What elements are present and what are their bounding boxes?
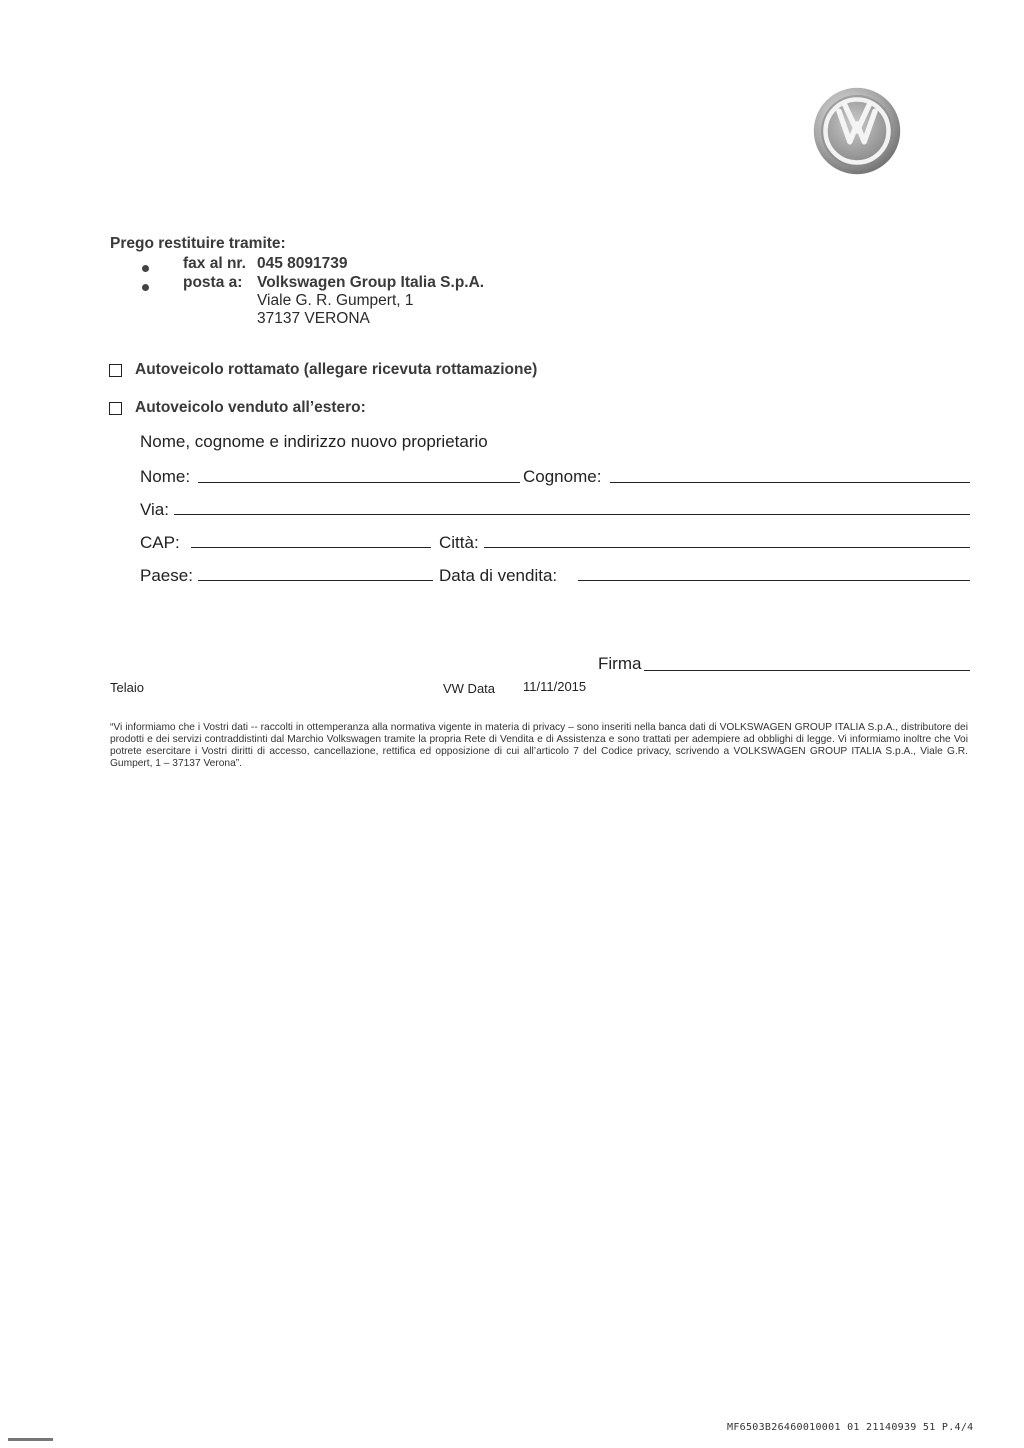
scan-edge-mark (8, 1438, 53, 1441)
firma-field[interactable] (644, 670, 970, 671)
sold-abroad-checkbox[interactable] (109, 402, 122, 415)
fax-number: 045 8091739 (257, 255, 348, 272)
paese-label: Paese: (140, 566, 193, 585)
firma-label: Firma (598, 654, 642, 673)
cap-field[interactable] (191, 547, 431, 548)
cap-label: CAP: (140, 533, 180, 552)
vw-date-value: 11/11/2015 (523, 679, 587, 694)
via-label: Via: (140, 500, 169, 519)
data-vendita-label: Data di vendita: (439, 566, 558, 585)
new-owner-heading: Nome, cognome e indirizzo nuovo proprietario (140, 432, 488, 451)
vw-data-label: VW Data (443, 681, 496, 696)
bullet-icon (142, 265, 149, 272)
cognome-field[interactable] (610, 482, 970, 483)
bullet-icon (142, 284, 149, 291)
return-instructions-title: Prego restituire tramite: (110, 235, 286, 252)
fax-transmission-header: MF6503B26460010001 01 21140939 51 P.4/4 (727, 1422, 974, 1433)
paese-field[interactable] (198, 580, 433, 581)
mail-address-line: Viale G. R. Gumpert, 1 (257, 292, 414, 309)
scrapped-option-label: Autoveicolo rottamato (allegare ricevuta rottamazione) (135, 361, 538, 378)
citta-label: Città: (439, 533, 479, 552)
fax-label: fax al nr. (183, 255, 246, 272)
citta-field[interactable] (484, 547, 970, 548)
mail-label: posta a: (183, 274, 243, 291)
cognome-label: Cognome: (523, 467, 602, 486)
nome-label: Nome: (140, 467, 191, 486)
via-field[interactable] (174, 514, 970, 515)
sold-abroad-option-label: Autoveicolo venduto all’estero: (135, 399, 366, 416)
nome-field[interactable] (198, 482, 520, 483)
mail-address-line: Volkswagen Group Italia S.p.A. (257, 274, 485, 291)
privacy-notice: “Vi informiamo che i Vostri dati -- raccolti in ottemperanza alla normativa vigente in materia di privacy – sono inseriti nella banca dati di VOLKSWAGEN GROUP ITALIA S.p.A., distributore dei prodotti e dei servizi contraddistinti dal Marchio Volkswagen tramite la propria Rete di Vendita e di Assistenza e sono trattati per adempiere ad obblighi di legge. Vi informiamo inoltre che Voi potrete esercitare i Vostri diritti di accesso, cancellazione, rettifica ed opposizione di cui all’articolo 7 del Codice privacy, scrivendo a VOLKSWAGEN GROUP ITALIA S.p.A., Viale G.R. Gumpert, 1 – 37137 Verona”. (110, 722, 968, 769)
mail-address-line: 37137 VERONA (257, 310, 370, 327)
telaio-label: Telaio (110, 680, 144, 695)
data-vendita-field[interactable] (578, 580, 970, 581)
vw-logo-icon (812, 86, 902, 176)
scrapped-checkbox[interactable] (109, 364, 122, 377)
